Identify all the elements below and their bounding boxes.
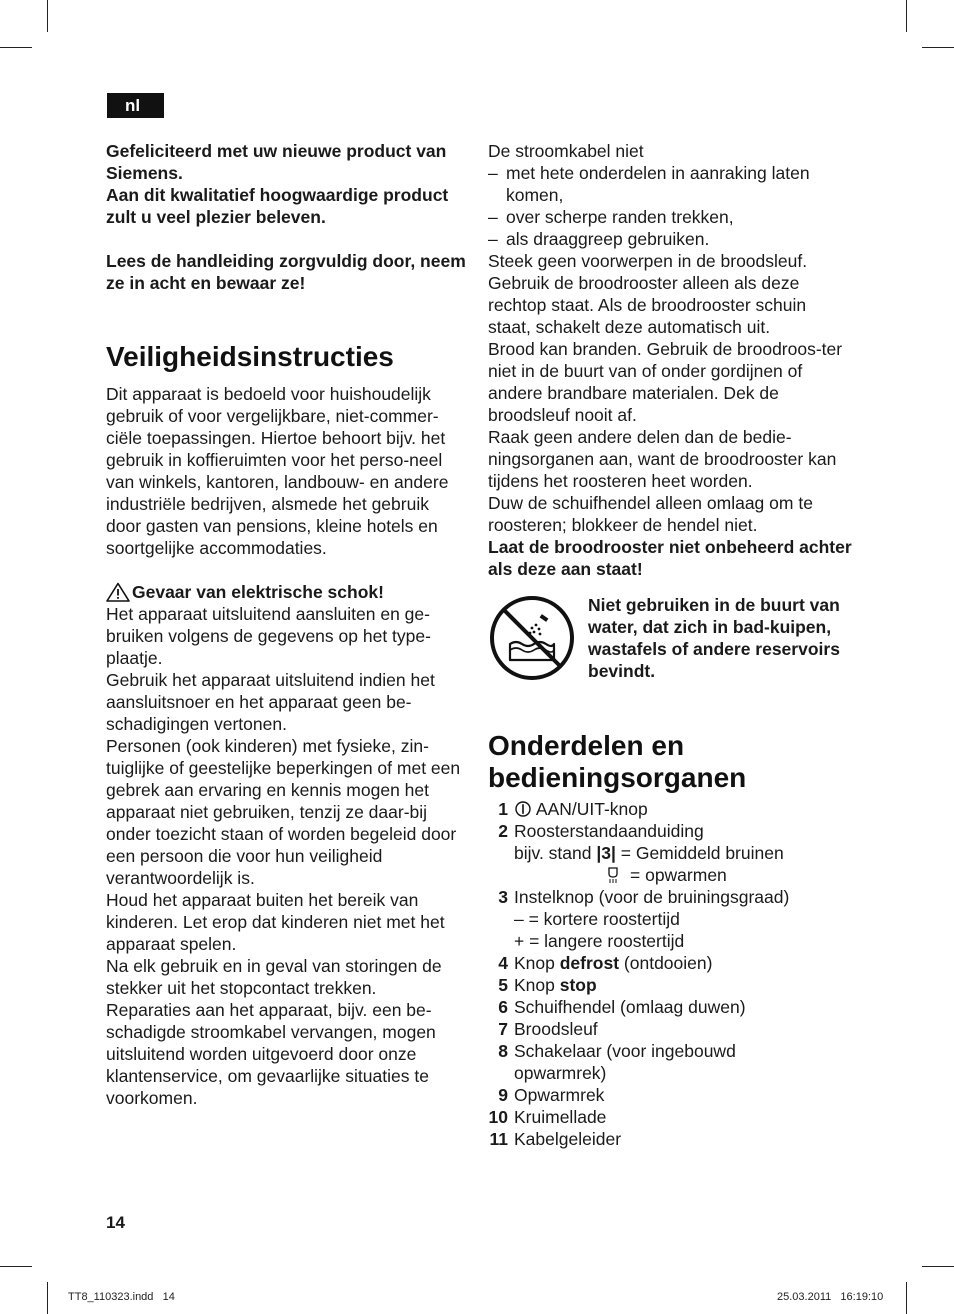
list-item: 6 Schuifhendel (omlaag duwen)	[498, 997, 746, 1017]
congrats-text: Gefeliciteerd met uw nieuwe product van Siemens.	[106, 141, 447, 183]
electric-shock-warning	[106, 581, 468, 603]
list-item: 3 Instelknop (voor de bruiningsgraad)	[498, 887, 790, 907]
list-item-text: Instelknop (voor de bruiningsgraad)	[514, 887, 790, 907]
safety-paragraph: Gebruik de broodrooster alleen als deze rechtop staat. Als de broodrooster schuin staat, schakelt deze automatisch uit.	[488, 273, 807, 337]
cable-intro: De stroomkabel niet	[488, 141, 644, 161]
list-item: 10 Kruimellade	[488, 1107, 607, 1127]
list-item: 9 Opwarmrek	[498, 1085, 605, 1105]
footer-file: TT8_110323.indd 14	[68, 1291, 175, 1303]
list-item: 2 Roosterstandaanduiding	[498, 821, 704, 841]
safety-paragraph: Raak geen andere delen dan de bedie-ningsorganen aan, want de broodrooster kan tijdens het roosteren heet worden.	[488, 427, 837, 491]
list-item: 8 Schakelaar (voor ingebouwd opwarmrek)	[488, 1040, 853, 1084]
page-number: 14	[106, 1213, 125, 1232]
crop-mark	[922, 1266, 954, 1267]
list-item: 1 AAN/UIT-knop	[498, 799, 648, 819]
safety-paragraph: Steek geen voorwerpen in de broodsleuf.	[488, 251, 808, 271]
read-manual-note: Lees de handleiding zorgvuldig door, neem ze in acht en bewaar ze!	[106, 251, 466, 293]
list-item-text: Kruimellade	[514, 1107, 607, 1127]
language-tag: nl	[107, 93, 164, 118]
safety-heading: Veiligheidsinstructies	[106, 341, 394, 372]
list-subitem	[488, 864, 853, 886]
list-item-text: Roosterstandaanduiding	[514, 821, 704, 841]
safety-paragraph: Houd het apparaat buiten het bereik van kinderen. Let erop dat kinderen niet met het apparaat spelen.	[106, 890, 445, 954]
list-item: 4 Knop defrost (ontdooien)	[498, 953, 713, 973]
list-item-text: Schakelaar (voor ingebouwd opwarmrek)	[514, 1041, 736, 1083]
crop-mark	[922, 47, 954, 48]
list-item-text: over scherpe randen trekken,	[506, 207, 734, 227]
list-item: 7 Broodsleuf	[498, 1019, 598, 1039]
list-item: 5 Knop stop	[498, 975, 597, 995]
right-column	[488, 140, 853, 1150]
power-icon	[514, 801, 532, 817]
list-item: 11 Kabelgeleider	[489, 1129, 622, 1149]
safety-paragraph: Personen (ook kinderen) met fysieke, zin-tuiglijke of geestelijke beperkingen of met een gebrek aan ervaring en kennis mogen het apparaat niet gebruiken, tenzij ze daar-bij onder toezicht staan of worden begeleid door een persoon die voor hun veiligheid verantwoordelijk is.	[106, 736, 461, 888]
parts-list	[488, 798, 853, 1150]
list-item-text: Kabelgeleider	[514, 1129, 622, 1149]
list-subitem: bijv. stand |3| = Gemiddeld bruinen	[514, 843, 784, 863]
safety-paragraph: Brood kan branden. Gebruik de broodroos-ter niet in de buurt van of onder gordijnen of andere brandbare materialen. Dek de broodsleuf nooit af.	[488, 339, 843, 425]
list-subitem: – = kortere roostertijd	[514, 909, 680, 929]
unattended-warning: Laat de broodrooster niet onbeheerd achter als deze aan staat!	[488, 537, 852, 579]
list-item: – als draaggreep gebruiken.	[488, 229, 710, 249]
left-column	[106, 140, 468, 1109]
warming-rack-icon	[606, 866, 620, 884]
crop-mark	[906, 1282, 907, 1314]
safety-paragraph: Reparaties aan het apparaat, bijv. een be-schadigde stroomkabel vervangen, mogen uitsluitend worden uitgevoerd door onze klantenservice, om gevaarlijke situaties te voorkomen.	[106, 1000, 436, 1108]
safety-paragraph: Dit apparaat is bedoeld voor huishoudelijk gebruik of voor vergelijkbare, niet-commer-ciële toepassingen. Hiertoe behoort bijv. het gebruik in koffieruimten voor het perso-neel van winkels, kantoren, landbouw- en andere industriële bedrijven, alsmede het gebruik door gasten van pensions, kleine hotels en soortgelijke accommodaties.	[106, 384, 449, 558]
crop-mark	[0, 1266, 32, 1267]
safety-paragraph: Het apparaat uitsluitend aansluiten en ge-bruiken volgens de gegevens op het type-plaatje.	[106, 604, 431, 668]
crop-mark	[47, 1282, 48, 1314]
list-item-text: Schuifhendel (omlaag duwen)	[514, 997, 746, 1017]
parts-heading: Onderdelen en bedieningsorganen	[488, 730, 747, 793]
list-subitem: + = langere roostertijd	[514, 931, 685, 951]
list-item: – over scherpe randen trekken,	[488, 207, 734, 227]
safety-paragraph: Na elk gebruik en in geval van storingen de stekker uit het stopcontact trekken.	[106, 956, 442, 998]
list-item-text: Opwarmrek	[514, 1085, 605, 1105]
crop-mark	[906, 0, 907, 32]
safety-paragraph: Duw de schuifhendel alleen omlaag om te roosteren; blokkeer de hendel niet.	[488, 493, 813, 535]
list-item-text: = opwarmen	[630, 865, 727, 885]
list-item-text: met hete onderdelen in aanraking laten komen,	[506, 163, 810, 205]
list-item-text: AAN/UIT-knop	[535, 799, 648, 819]
list-item: – met hete onderdelen in aanraking laten komen,	[488, 162, 853, 206]
list-item-text: Broodsleuf	[514, 1019, 598, 1039]
crop-mark	[47, 0, 48, 32]
footer-datetime: 25.03.2011 16:19:10	[777, 1291, 884, 1303]
no-water-icon	[488, 594, 576, 682]
warning-triangle-icon	[106, 582, 130, 602]
congrats-text-2: Aan dit kwalitatief hoogwaardige product zult u veel plezier beleven.	[106, 185, 449, 227]
list-item-text: als draaggreep gebruiken.	[506, 229, 710, 249]
safety-paragraph: Gebruik het apparaat uitsluitend indien het aansluitsnoer en het apparaat geen be-schadigingen vertonen.	[106, 670, 435, 734]
water-warning-text: Niet gebruiken in de buurt van water, dat zich in bad-kuipen, wastafels of andere reservoirs bevindt.	[588, 595, 840, 681]
crop-mark	[0, 47, 32, 48]
warning-title: Gevaar van elektrische schok!	[132, 582, 384, 602]
water-warning	[488, 594, 853, 682]
